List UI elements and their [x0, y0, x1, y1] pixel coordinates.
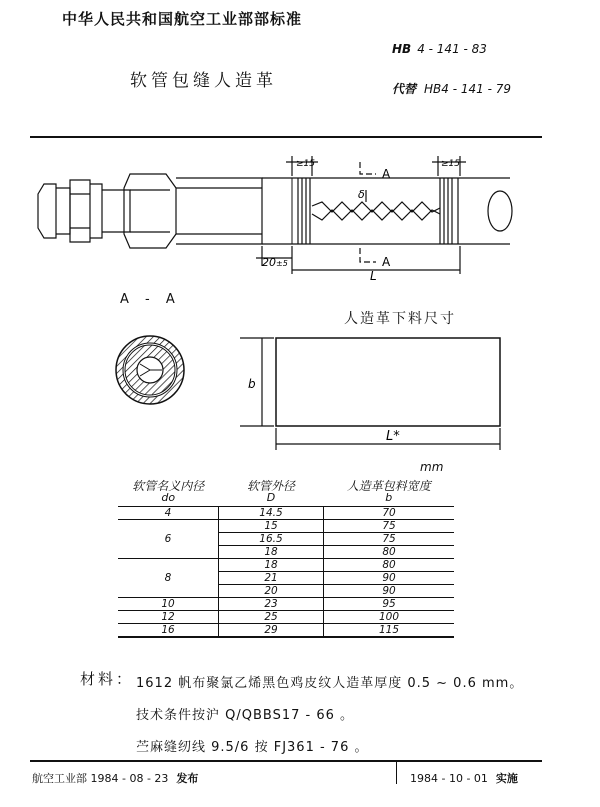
material-note-2: 技术条件按沪 Q/QBBS17 - 66 。	[136, 708, 355, 723]
table-row: 15 75	[118, 520, 454, 533]
replaces-label: 代替	[392, 82, 417, 96]
issued-label: 发布	[176, 772, 199, 785]
table-row: 12 25 100	[118, 611, 454, 624]
sheet-dim-width: b	[248, 377, 256, 391]
sheet-dim-length: L*	[386, 429, 400, 444]
table-unit: mm	[420, 460, 444, 474]
dim-15-right: ≥15	[441, 159, 460, 169]
effective-label: 实施	[495, 772, 518, 785]
hose-assembly-drawing	[30, 148, 530, 288]
footer-rule	[30, 760, 542, 762]
table-row: 18 80	[118, 559, 454, 572]
standard-organization: 中华人民共和国航空工业部部标准	[62, 10, 303, 28]
dim-length: L	[370, 269, 377, 283]
replaces-standard	[392, 80, 511, 97]
col-header-wrap-width: 人造革包料宽度	[346, 479, 431, 493]
sheet-cut-size-drawing	[240, 300, 520, 460]
col-header-outer-diameter: 软管外径	[246, 479, 295, 493]
table-row: 4 14.5 70	[118, 507, 454, 520]
section-a-a-drawing	[110, 330, 194, 414]
dim-15-left: ≥15	[296, 159, 315, 169]
col-sub-b: b	[324, 492, 455, 507]
replaces-value: HB4 - 141 - 79	[424, 82, 511, 96]
table-row: 8 21 90	[118, 572, 454, 585]
material-note-label: 材料：	[80, 670, 135, 688]
standard-code-value: 4 - 141 - 83	[417, 42, 487, 56]
table-row: 20 90	[118, 585, 454, 598]
dim-20: 20±5	[262, 256, 288, 269]
effective-date: 1984 - 10 - 01	[410, 772, 488, 785]
dim-delta: δ	[358, 188, 365, 201]
sheet-cut-size-title: 人造革下料尺寸	[344, 311, 456, 327]
section-mark-top: A	[382, 167, 391, 181]
col-sub-do: do	[118, 492, 219, 507]
issued-info	[32, 770, 198, 786]
table-row: 10 23 95	[118, 598, 454, 611]
footer-divider	[396, 762, 397, 784]
document-title: 软管包缝人造革	[130, 71, 277, 91]
table-row: 16 29 115	[118, 624, 454, 638]
issued-date: 航空工业部 1984 - 08 - 23	[32, 772, 169, 785]
material-note-3: 苎麻缝纫线 9.5/6 按 FJ361 - 76 。	[136, 740, 369, 755]
effective-info	[410, 770, 518, 786]
section-mark-bottom: A	[382, 255, 391, 269]
col-sub-d: D	[219, 492, 324, 507]
table-row: 6 16.5 75	[118, 533, 454, 546]
dimension-table	[118, 478, 454, 638]
standard-code	[392, 42, 487, 56]
table-row: 18 80	[118, 546, 454, 559]
material-note-1: 1612 帆布聚氯乙烯黑色鸡皮纹人造革厚度 0.5 ~ 0.6 mm。	[136, 676, 524, 691]
header-rule	[30, 136, 542, 138]
section-view-label: A - A	[120, 292, 181, 307]
standard-code-label: HB	[392, 42, 412, 56]
col-header-inner-diameter: 软管名义内径	[132, 479, 205, 493]
